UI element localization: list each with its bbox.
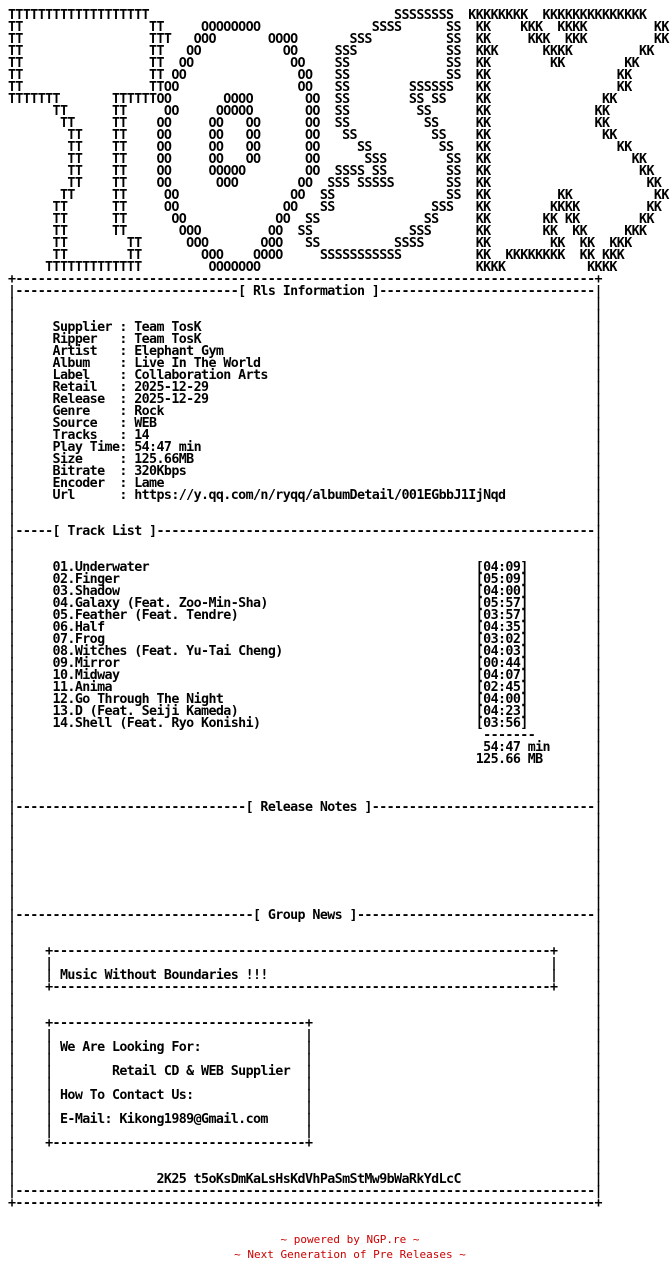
powered-by-text: ~ powered by NGP.re ~ <box>280 1233 420 1246</box>
nfo-text: TTTTTTTTTTTTTTTTTTT SSSSSSSS KKKKKKKK KKKKKKKKKKKKKK TT TT OOOOOOOO SSSS SS KK KKK KKKK KK TT TTT OOO OOOO SSS SS KK KKK KKK KK TT TT OO OO SSS SS KKK KKKK KK TT TT OO OO SS SS KK KK KK TT TT OO OO SS SS KK KK TT TTOO OO SS SSSSSS KK KK TTTTTTT TTTTTTOO OOOO OO SS SS SS KK KK TT TT OO OOOOO OO SS SS KK KK TT TT OO OO OO OO SS SS KK KK TT TT OO OO OO OO SS SS KK KK TT TT OO OO OO OO SS SS KK KK TT TT OO OO OO OO SSS SS KK KK TT TT OO OOOOO OO SSSS SS SS KK KK TT TT OO OOO OO SSS SSSSS SS KK KK TT TT OO OO SS SS KK KK KK TT TT OO OO SS SSS KK KKKK KK TT TT OO OO SS SS KK KK KK KK TT TT OOO OO SS SSS KK KK KK KKK TT TT OOO OOO SS SSSS KK KK KK KKK TT TT OOO OOOO SSSSSSSSSSS KK KKKKKKKK KK KKK TTTTTTTTTTTTT OOOOOOO KKKK KKKK +------------------------------------------------------------------------------+ |------------------------------[ Rls Information ]-----------------------------| | | | | | Supplier : Team TosK | | Ripper : Team TosK | | Artist : Elephant Gym | | Album : Live In The World | | Label : Collaboration Arts | | Retail : 2025-12-29 | | Release : 2025-12-29 | | Genre : Rock | | Source : WEB | | Tracks : 14 | | Play Time: 54:47 min | | Size : 125.66MB | | Bitrate : 320Kbps | | Encoder : Lame | | Url : https://y.qq.com/n/ryqq/albumDetail/001EGbbJ1IjNqd | | | | | |-----[ Track List ]-----------------------------------------------------------| | | | | | 01.Underwater [04:09] | | 02.Finger [05:09] | | 03.Shadow [04:00] | | 04.Galaxy (Feat. Zoo-Min-Sha) [05:57] | | 05.Feather (Feat. Tendre) [03:57] | | 06.Half [04:35] | | 07.Frog [03:02] | | 08.Witches (Feat. Yu-Tai Cheng) [04:03] | | 09.Mirror [00:44] | | 10.Midway [04:07] | | 11.Anima [02:45] | | 12.Go Through The Night [04:00] | | 13.D (Feat. Seiji Kameda) [04:23] | | 14.Shell (Feat. Ryo Konishi) [03:56] | | ------- | | 54:47 min | | 125.66 MB | | | | | | | |-------------------------------[ Release Notes ]------------------------------| | | | | | | | | | | | | | | | | |--------------------------------[ Group News ]--------------------------------| | | | | | +-------------------------------------------------------------------+ | | | | | | | Music Without Boundaries !!! | | | +-------------------------------------------------------------------+ | | | | | | +----------------------------------+ | | | | | | | We Are Looking For: | | | | | | | | Retail CD & WEB Supplier | | | | | | | | How To Contact Us: | | | | | | | | E-Mail: Kikong1989@Gmail.com | | | | | | | +----------------------------------+ | | | | | | 2K25 t5oKsDmKaLsHsKdVhPaSmStMw9bWaRkYdLcC | |------------------------------------------------------------------------------| +------------------------------------------------------------------------------+ <box>8 8 669 1211</box>
footer <box>0 1232 672 1262</box>
tagline-text: ~ Next Generation of Pre Releases ~ <box>234 1248 466 1261</box>
